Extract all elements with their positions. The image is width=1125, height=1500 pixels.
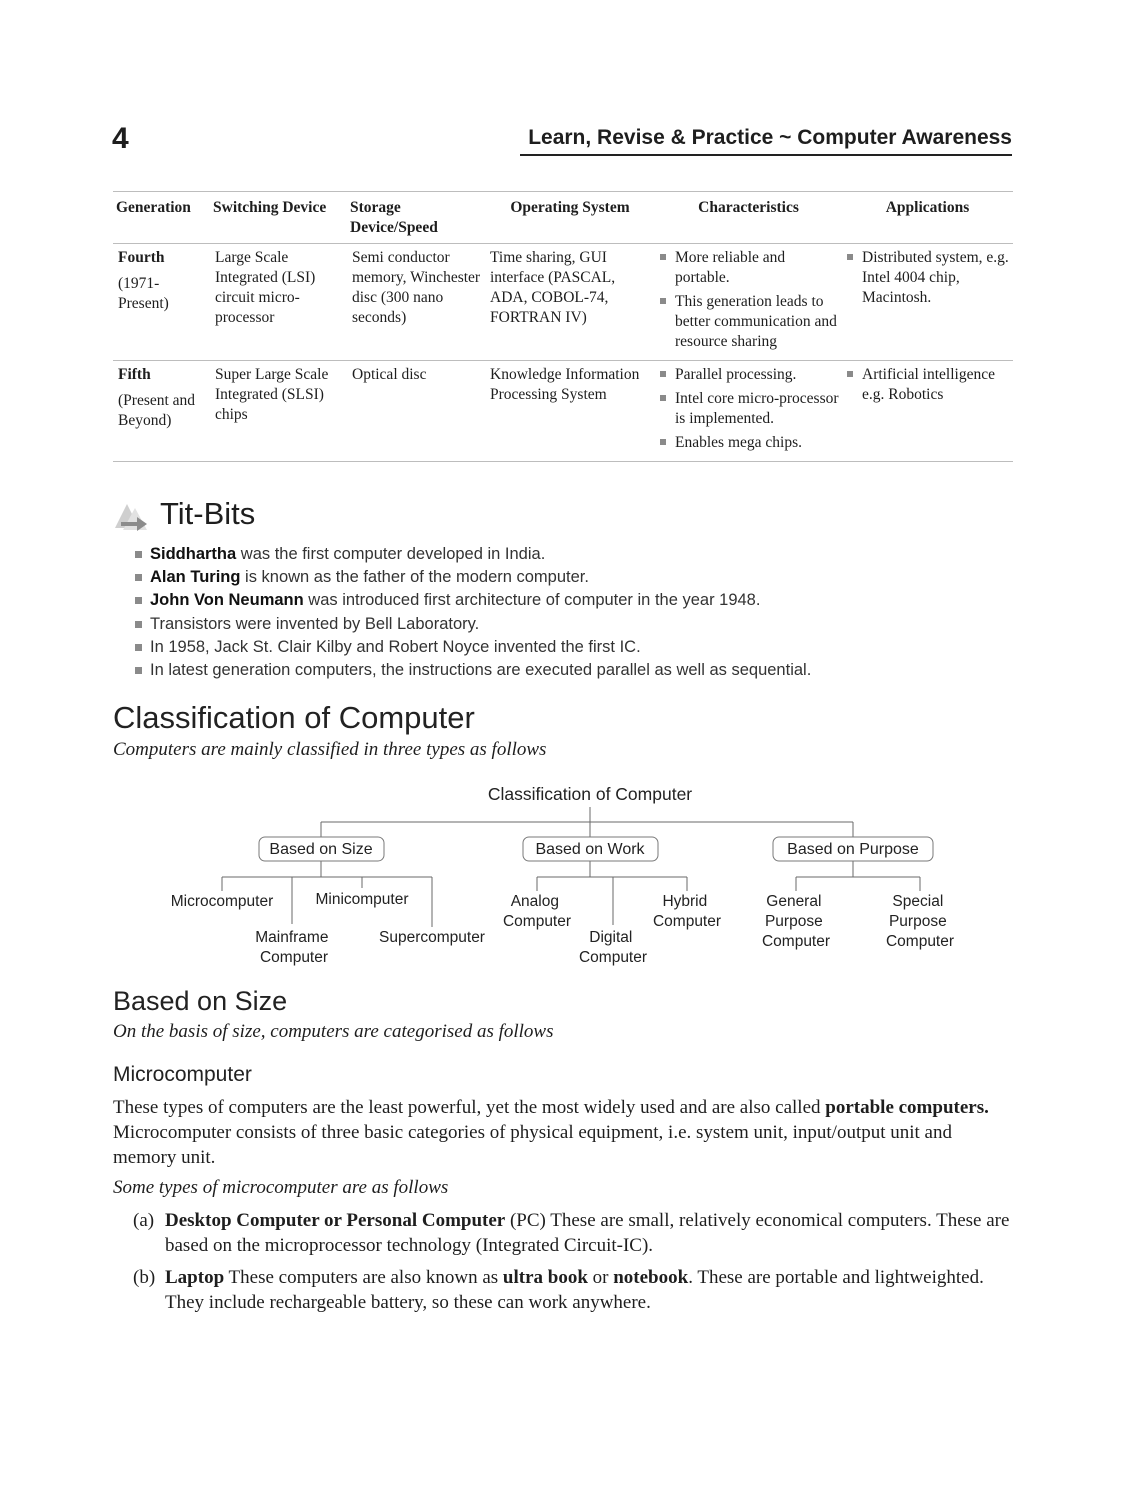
list-item bbox=[133, 1208, 1013, 1258]
titbit-bold: Siddhartha bbox=[150, 545, 237, 563]
header-generation: Generation bbox=[113, 192, 210, 244]
switching-device-cell: Super Large Scale Integrated (SLSI) chips bbox=[210, 361, 347, 462]
titbit-text: Transistors were invented by Bell Laboratory. bbox=[150, 614, 480, 633]
node-based-on-size: Based on Size bbox=[269, 841, 373, 858]
list-item: Artificial intelligence e.g. Robotics bbox=[847, 365, 1010, 405]
list-item: Enables mega chips. bbox=[660, 433, 839, 453]
based-on-size-heading: Based on Size bbox=[113, 986, 288, 1016]
generation-name: Fifth bbox=[118, 366, 151, 383]
leaf-analog-computer: Analog Computer bbox=[502, 893, 572, 930]
titbit-text: In 1958, Jack St. Clair Kilby and Robert Noyce invented the first IC. bbox=[150, 637, 641, 656]
item-text bbox=[165, 1208, 1013, 1258]
generation-period: (Present and Beyond) bbox=[118, 392, 196, 429]
microcomputer-heading: Microcomputer bbox=[113, 1063, 252, 1086]
leaf-supercomputer: Supercomputer bbox=[379, 929, 485, 946]
classification-heading: Classification of Computer bbox=[113, 700, 475, 735]
item-bold: notebook bbox=[613, 1267, 689, 1288]
item-body: or bbox=[587, 1267, 614, 1288]
titbits-heading: Tit-Bits bbox=[160, 496, 256, 531]
paragraph-text: Microcomputer consists of three basic categories of physical equipment, i.e. system unit, input/output unit and memory unit. bbox=[113, 1122, 952, 1168]
item-bold: ultra book bbox=[502, 1267, 588, 1288]
item-body: These computers are also known as bbox=[224, 1267, 503, 1288]
classification-intro: Computers are mainly classified in three types as follows bbox=[113, 739, 547, 760]
header-switching-device: Switching Device bbox=[210, 192, 347, 244]
paragraph-bold: portable computers. bbox=[825, 1097, 989, 1118]
list-item: Parallel processing. bbox=[660, 365, 839, 385]
page-number: 4 bbox=[112, 122, 129, 155]
node-based-on-work: Based on Work bbox=[535, 841, 645, 858]
node-based-on-purpose: Based on Purpose bbox=[787, 841, 919, 858]
operating-system-cell: Knowledge Information Processing System bbox=[485, 361, 655, 462]
leaf-mainframe-computer: Mainframe Computer bbox=[255, 929, 329, 966]
list-item: More reliable and portable. bbox=[660, 248, 839, 288]
microcomputer-paragraph bbox=[113, 1095, 1013, 1170]
leaf-general-purpose-computer: General Purpose Computer bbox=[761, 893, 831, 950]
titbit-text: was the first computer developed in India. bbox=[236, 545, 546, 563]
list-item: Distributed system, e.g. Intel 4004 chip, Macintosh. bbox=[847, 248, 1010, 308]
titbit-bold: Alan Turing bbox=[150, 568, 241, 587]
switching-device-cell: Large Scale Integrated (LSI) circuit micro-processor bbox=[210, 244, 347, 361]
item-text bbox=[165, 1265, 1013, 1315]
titbit-text: In latest generation computers, the instructions are executed parallel as well as sequential. bbox=[150, 661, 812, 680]
list-item bbox=[133, 1265, 1013, 1315]
running-title: Learn, Revise & Practice ~ Computer Awareness bbox=[520, 126, 1012, 156]
item-label: (b) bbox=[133, 1267, 156, 1288]
header-applications: Applications bbox=[842, 192, 1013, 244]
leaf-hybrid-computer: Hybrid Computer bbox=[652, 893, 722, 930]
titbit-bold: John Von Neumann bbox=[150, 591, 304, 610]
header-operating-system: Operating System bbox=[485, 192, 655, 244]
item-bold: Laptop bbox=[165, 1267, 225, 1288]
leaf-digital-computer: Digital Computer bbox=[578, 929, 648, 966]
leaf-microcomputer: Microcomputer bbox=[170, 893, 274, 910]
item-body: (PC) These are small, relatively economical computers. These are based on the microprocessor technology (Integrated Circuit-IC). bbox=[165, 1210, 1010, 1256]
leaf-special-purpose-computer: Special Purpose Computer bbox=[885, 893, 955, 950]
generation-period: (1971-Present) bbox=[118, 275, 169, 312]
microcomputer-types-intro: Some types of microcomputer are as follows bbox=[113, 1177, 449, 1198]
list-item: This generation leads to better communication and resource sharing bbox=[660, 292, 839, 352]
list-item: Intel core micro-processor is implemented. bbox=[660, 389, 839, 429]
header-characteristics: Characteristics bbox=[655, 192, 842, 244]
storage-cell: Semi conductor memory, Winchester disc (300 nano seconds) bbox=[347, 244, 485, 361]
operating-system-cell: Time sharing, GUI interface (PASCAL, ADA, COBOL-74, FORTRAN IV) bbox=[485, 244, 655, 361]
header-storage: Storage Device/Speed bbox=[347, 192, 485, 244]
item-body: . These are portable and lightweighted. They include rechargeable battery, so these can work anywhere. bbox=[165, 1267, 984, 1313]
based-on-size-intro: On the basis of size, computers are categorised as follows bbox=[113, 1021, 554, 1042]
generation-name: Fourth bbox=[118, 249, 165, 266]
item-label: (a) bbox=[133, 1210, 155, 1231]
titbit-text: is known as the father of the modern computer. bbox=[240, 568, 589, 587]
item-bold: Desktop Computer or Personal Computer bbox=[165, 1210, 506, 1231]
diagram-root: Classification of Computer bbox=[487, 784, 693, 804]
titbit-text: was introduced first architecture of computer in the year 1948. bbox=[303, 591, 761, 610]
storage-cell: Optical disc bbox=[347, 361, 485, 462]
leaf-minicomputer: Minicomputer bbox=[315, 891, 409, 908]
paragraph-text: These types of computers are the least powerful, yet the most widely used and are also called bbox=[113, 1097, 826, 1118]
